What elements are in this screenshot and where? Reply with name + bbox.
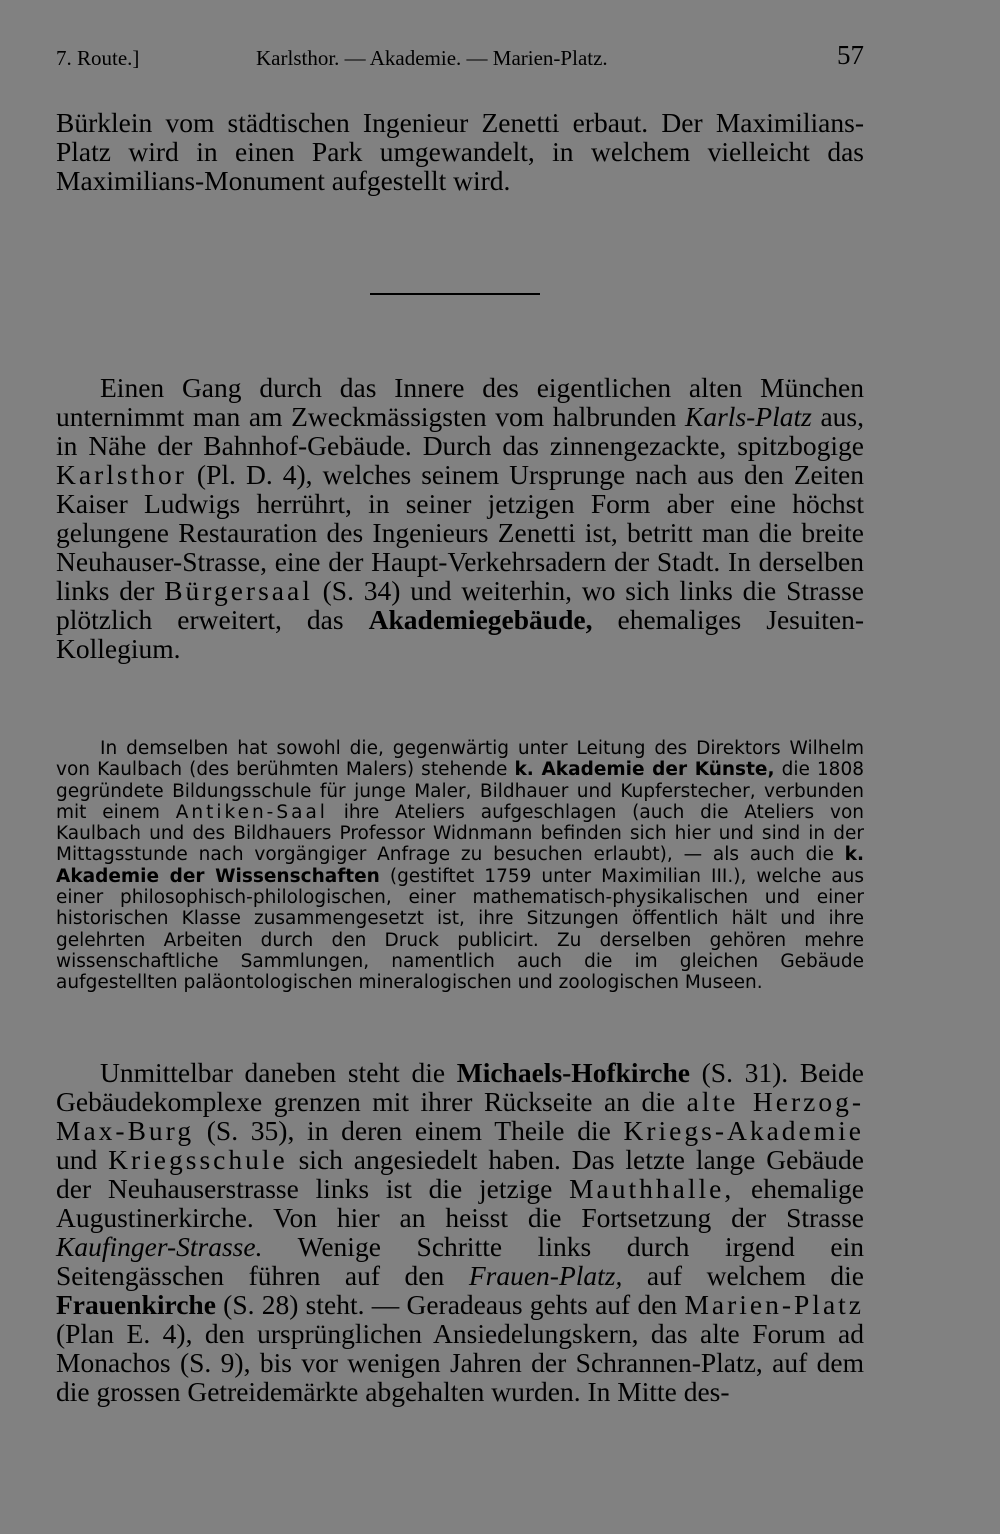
text-run: (gestiftet 1759 unter Maximilian III.), welche aus einer philosophisch-philologischen, einer mathematisch-physikalischen und einer historischen Klasse zusammengesetzt ist, ihre Sitzungen öffentlich hält und ihre gelehrten Arbeiten durch den Druck publicirt. Zu derselben gehören mehre wissenschaftliche Sammlungen, namentlich auch die im gleichen Gebäude aufgestellten paläontologischen mineralogischen und zoologischen Museen.: [56, 865, 864, 994]
text-run: (S. 31). Beide Gebäudekomplexe grenzen mit ihrer Rückseite an die: [56, 1057, 864, 1117]
place-kaufinger-strasse: Kaufinger-Strasse.: [56, 1231, 263, 1262]
paragraph-text: [56, 373, 864, 663]
paragraph-text: [56, 1058, 864, 1406]
place-frauenkirche: Frauenkirche: [56, 1289, 216, 1320]
header-title: Karlsthor. — Akademie. — Marien-Platz.: [256, 46, 608, 70]
text-run: Einen Gang durch das Innere des eigentlichen alten München unternimmt man am Zweckmässigsten vom halbrunden: [56, 372, 864, 432]
running-header: [56, 40, 864, 80]
text-run: (Plan E. 4), den ursprünglichen Ansiedelungskern, das alte Forum ad Monachos (S. 9), bis vor wenigen Jahren der Schrannen-Platz, auf dem die grossen Getreidemärkte abgehalten wurden. In Mitte des-: [56, 1318, 864, 1407]
place-kriegs-akademie: Kriegs-Akademie: [623, 1115, 864, 1146]
text-run: auf welchem die: [622, 1260, 864, 1291]
text-run: Wenige Schritte links durch irgend ein Seitengässchen führen auf den: [56, 1231, 864, 1291]
route-label: 7. Route.]: [56, 46, 140, 70]
text-run: (S. 28) steht. — Geradeaus gehts auf den: [215, 1289, 685, 1320]
text-run: und: [56, 1144, 109, 1175]
institution-akademie-kuenste: k. Akademie der Künste,: [514, 759, 775, 781]
place-kriegsschule: Kriegsschule: [108, 1144, 288, 1175]
paragraph-michaels-hofkirche: [56, 1058, 864, 1406]
paragraph-karlsplatz: [56, 373, 864, 663]
text-run: Unmittelbar daneben steht die: [100, 1057, 457, 1088]
place-karlsthor: Karlsthor: [56, 459, 187, 490]
note-text: [56, 738, 864, 994]
section-divider: [370, 293, 540, 295]
place-akademiegebaeude: Akademiegebäude,: [368, 604, 593, 635]
text-run: die 1808 gegründete Bildungsschule für junge Maler, Bildhauer und Kupferstecher, verbunden mit einem: [56, 759, 864, 823]
place-marien-platz: Marien-Platz: [684, 1289, 864, 1320]
paragraph-continuation: [56, 108, 864, 195]
text-run: (Pl. D. 4), welches seinem Ursprunge nach aus den Zeiten Kaiser Ludwigs herrührt, in seiner jetzigen Form aber eine höchst gelungene Restauration des Ingenieurs Zenetti ist, betritt man die breite Neuhauser-Strasse, eine der Haupt-Verkehrsadern der Stadt. In derselben links der: [56, 459, 864, 606]
place-mauthhalle: Mauthhalle,: [569, 1173, 735, 1204]
text-run: ehemalige Augustinerkirche. Von hier an heisst die Fortsetzung der Strasse: [56, 1173, 864, 1233]
place-antiken-saal: Antiken-Saal: [175, 801, 328, 823]
text-run: (S. 35), in deren einem Theile die: [194, 1115, 624, 1146]
place-herzog-max-burg: alte Herzog-Max-Burg: [56, 1086, 864, 1146]
place-michaels-hofkirche: Michaels-Hofkirche: [456, 1057, 690, 1088]
text-run: aus, in Nähe der Bahnhof-Gebäude. Durch das zinnengezackte, spitzbogige: [56, 401, 864, 461]
page-number: 57: [837, 40, 864, 70]
text-run: (S. 34) und weiterhin, wo sich links die Strasse plötzlich erweitert, das: [56, 575, 864, 635]
text-run: ehemaliges Jesuiten-Kollegium.: [56, 604, 864, 664]
institution-akademie-wissenschaften: k. Akademie der Wissenschaften: [56, 844, 864, 887]
text-run: ihre Ateliers aufgeschlagen (auch die Ateliers von Kaulbach und des Bildhauers Professor Widnmann befinden sich hier und sind in der Mittagsstunde nach vorgängiger Anfrage zu besuchen erlaubt), — als auch die: [56, 801, 864, 866]
text-run: sich angesiedelt haben. Das letzte lange Gebäude der Neuhauserstrasse links ist die jetzige: [56, 1144, 865, 1204]
text-run: In demselben hat sowohl die, gegenwärtig unter Leitung des Direktors Wilhelm von Kaulbach (des berühmten Malers) stehende: [56, 738, 864, 781]
small-print-note: [56, 738, 864, 994]
paragraph-text: Bürklein vom städtischen Ingenieur Zenetti erbaut. Der Maximilians-Platz wird in einen Park umgewandelt, in welchem vielleicht das Maximilians-Monument aufgestellt wird.: [56, 107, 864, 196]
place-karls-platz: Karls-Platz: [685, 401, 812, 432]
place-frauen-platz: Frauen-Platz,: [468, 1260, 623, 1291]
place-buergersaal: Bürgersaal: [164, 575, 313, 606]
